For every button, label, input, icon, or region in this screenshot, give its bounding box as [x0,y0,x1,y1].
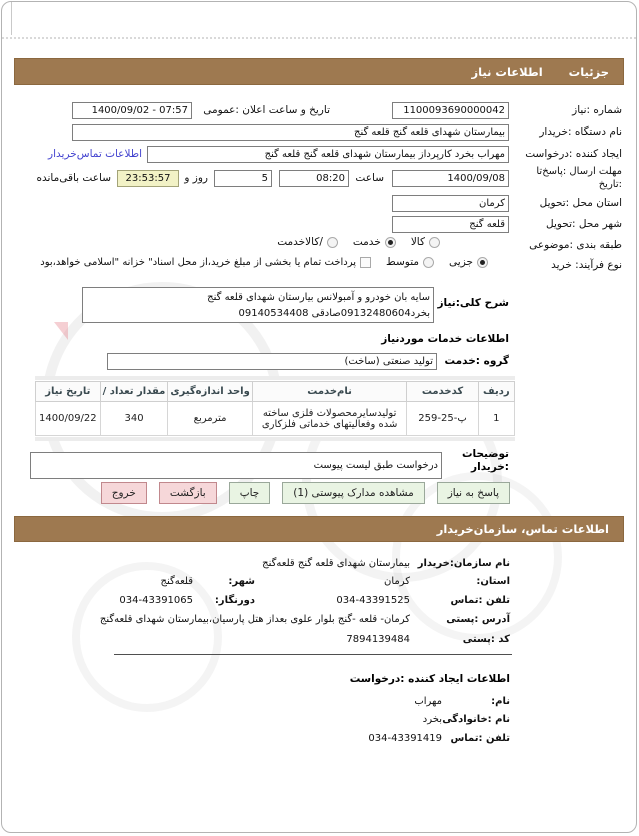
print-button[interactable]: چاپ [229,482,271,504]
creator-last-name-row [312,714,510,725]
contact-city-label: شهر: [228,576,255,587]
contact-postal-row [255,634,510,645]
respond-to-need-button[interactable]: پاسخ به نیاز [437,482,510,504]
watermark-pink-triangle [54,322,68,340]
col-need-date: تاریخ نیاز [36,382,101,402]
exit-button[interactable]: خروج [101,482,147,504]
delivery-city-field[interactable]: قلعه گنج [392,216,509,233]
treasury-payment-option[interactable] [40,257,371,268]
need-description-line1: سایه بان خودرو و آمبولانس بیارستان شهدای قلعه گنج [207,292,430,303]
cell-row-number: 1 [478,402,514,436]
cell-service-code: 259-25-پ [407,402,478,436]
classification-options [277,236,440,248]
contact-province-label: استان: [476,576,510,587]
buyer-contact-section-title: اطلاعات تماس، سازمان‌خریدار [436,522,609,536]
contact-address-row [100,614,510,625]
service-group-field[interactable]: تولید صنعتی (ساخت) [107,353,437,370]
buyer-contact-link[interactable]: اطلاعات تماس‌خریدار [48,148,142,160]
header-bar [14,58,624,85]
device-name-label: نام دستگاه :خریدار [539,126,622,138]
org-name-label: نام سازمان:خریدار [417,558,510,569]
buyer-contact-section-bar [14,516,624,542]
service-row [36,402,515,436]
col-quantity: مقدار تعداد / [100,382,168,402]
radio-motevaset-icon[interactable] [423,257,434,268]
request-creator-field[interactable]: مهراب بخرد کارپرداز بیمارستان شهدای قلعه گنج قلعه گنج [147,146,509,163]
announce-datetime-label: تاریخ و ساعت اعلان :عمومی [203,104,330,116]
top-strip [2,2,636,39]
treasury-checkbox-icon[interactable] [360,257,371,268]
classification-option-kala-khedmat[interactable] [277,236,338,248]
classification-option-khedmat[interactable] [353,236,396,248]
classification-option-kala[interactable] [411,236,440,248]
process-option-jozii[interactable] [449,256,488,268]
announce-datetime-field[interactable]: 1400/09/02 - 07:57 [72,102,192,119]
col-row-number: ردیف [478,382,514,402]
radio-kala-icon[interactable] [429,237,440,248]
col-service-code: کدخدمت [407,382,478,402]
deadline-date-field[interactable]: 1400/09/08 [392,170,509,187]
contact-phone-value: 034-43391525 [336,595,410,606]
need-description-field[interactable] [82,287,434,323]
buyer-notes-label-line1: توضیحات [461,448,509,460]
classification-option-khedmat-label: خدمت [352,236,381,248]
services-table [35,381,515,436]
tab-details[interactable]: جزئیات [568,64,609,79]
deadline-hour-label: ساعت [355,172,384,184]
process-option-jozii-label: جزیی [449,256,473,268]
cell-service-name: تولیدسایرمحصولات فلزی ساخته شده وفعالیتهای خدماتی فلزکاری [252,402,407,436]
section-divider [114,654,512,655]
col-service-name: نام‌خدمت [252,382,407,402]
classification-option-kala-khedmat-label: /کالاخدمت [277,236,323,248]
classification-label: طبقه بندی :موضوعی [529,239,622,251]
need-description-line2: بخرد09132480604صادقی 09140534408 [238,308,430,319]
process-type-options [40,256,488,268]
contact-province-city-row [118,576,510,587]
buyer-notes-field[interactable]: درخواست طبق لیست پیوست [30,452,442,479]
view-attached-documents-button[interactable]: مشاهده مدارک پیوستی (1) [282,482,424,504]
contact-postal-value: 7894139484 [346,634,410,645]
need-number-label: شماره :نیاز [572,104,622,116]
remaining-time-label: ساعت باقی‌مانده [36,172,111,184]
page-window [1,1,637,833]
delivery-city-label: شهر محل :تحویل [546,218,622,230]
services-section-title: اطلاعات خدمات موردنیاز [381,333,509,345]
deadline-hour-field[interactable]: 08:20 [279,170,349,187]
classification-option-kala-label: کالا [410,236,425,248]
deadline-days-label: روز و [184,172,208,184]
radio-khedmat-icon[interactable] [385,237,396,248]
contact-province-value: کرمان [383,576,410,587]
need-description-label: شرح کلی:نیاز [437,297,509,309]
contact-phone-label: تلفن :تماس [450,595,510,606]
buyer-notes-label-line2: :خریدار [471,461,509,473]
contact-address-value: کرمان- قلعه -گنج بلوار علوی بعداز هتل پارسیان،بیمارستان شهدای قلعه‌گنج [99,614,410,625]
action-buttons [101,482,510,504]
org-name-value: بیمارستان شهدای قلعه گنج قلعه‌گنج [262,558,410,569]
radio-kala-khedmat-icon[interactable] [327,237,338,248]
contact-fax-value: 034-43391065 [119,595,193,606]
col-unit: واحد اندازه‌گیری [168,382,252,402]
contact-phone-fax-row [118,595,510,606]
cell-quantity: 340 [100,402,168,436]
services-table-header-row [36,382,515,402]
creator-phone-row [312,733,510,744]
device-name-field[interactable]: بیمارستان شهدای قلعه گنج قلعه گنج [72,124,509,141]
remaining-time-badge: 23:53:57 [117,170,179,187]
process-option-motevaset[interactable] [386,256,434,268]
contact-postal-label: کد :پستی [462,634,510,645]
tab-need-info[interactable]: اطلاعات نیاز [471,64,543,79]
contact-fax-label: دورنگار: [214,595,255,606]
creator-first-name-value: مهراب [414,696,442,707]
deadline-days-field[interactable]: 5 [214,170,272,187]
request-creator-label: ایجاد کننده :درخواست [525,148,622,160]
process-option-motevaset-label: متوسط [386,256,420,268]
creator-last-name-value: بخرد [422,714,442,725]
deadline-label [536,165,622,191]
creator-last-name-label: نام :خانوادگی [442,714,510,725]
delivery-province-field[interactable]: کرمان [392,195,509,212]
request-creator-section-title: اطلاعات ایجاد کننده :درخواست [349,673,510,685]
creator-phone-value: 034-43391419 [368,733,442,744]
back-button[interactable]: بازگشت [159,482,217,504]
process-type-label: نوع فرآیند: خرید [551,259,622,271]
contact-city-value: قلعه‌گنج [160,576,193,587]
delivery-province-label: استان محل :تحویل [539,197,622,209]
buyer-notes-label [462,448,509,474]
deadline-label-line2: :تاریخ [598,179,622,190]
creator-first-name-row [312,696,510,707]
need-number-field[interactable]: 1100093690000042 [392,102,509,119]
deadline-label-line1: مهلت ارسال :پاسخ‌تا [536,166,622,177]
cell-unit: مترمربع [168,402,252,436]
service-group-label: گروه :خدمت [444,355,509,367]
creator-phone-label: تلفن :تماس [450,733,510,744]
treasury-payment-label: پرداخت تمام یا بخشی از مبلغ خرید،از محل اسناد" خزانه "اسلامی خواهد،بود [40,256,357,268]
creator-first-name-label: نام: [491,696,510,707]
radio-jozii-icon[interactable] [477,257,488,268]
services-table-wrapper [35,376,515,441]
contact-address-label: آدرس :پستی [446,614,510,625]
contact-org-row [262,558,510,569]
cell-need-date: 1400/09/22 [36,402,101,436]
